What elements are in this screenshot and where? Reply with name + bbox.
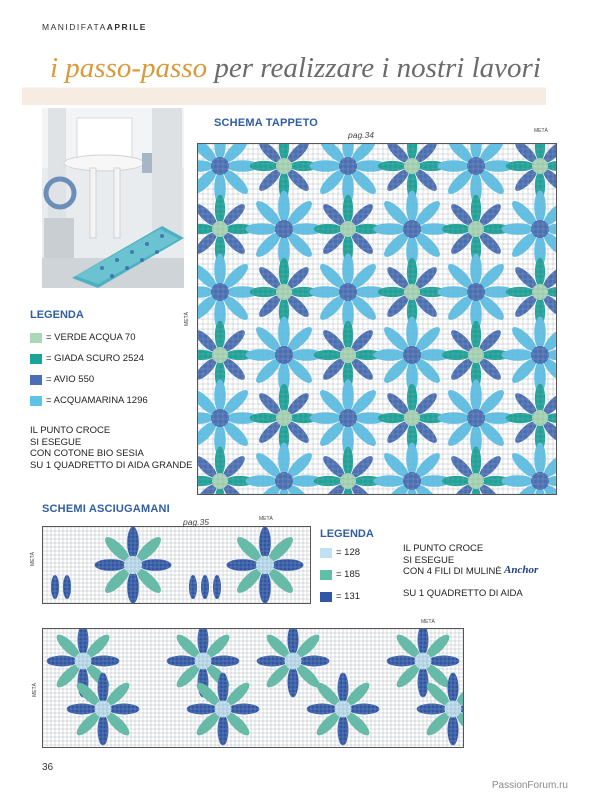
rug-swatch [30, 333, 42, 343]
towel-legend-item: = 131 [320, 591, 360, 602]
towels-legend-title: LEGENDA [320, 528, 374, 540]
page-title [50, 52, 541, 85]
rug-center-label: METÀ [534, 128, 548, 134]
rug-legend-item: = ACQUAMARINA 1296 [30, 395, 148, 406]
rug-swatch [30, 396, 42, 406]
rug-swatch [30, 354, 42, 364]
towel2-side-label: METÀ [32, 683, 38, 697]
rug-flower [197, 379, 259, 456]
towel-instructions: IL PUNTO CROCE SI ESEGUE CON 4 FILI DI MULINÈ [403, 543, 502, 577]
towel-instructions-last: SU 1 QUADRETTO DI AIDA [403, 588, 523, 599]
rug-flower [245, 442, 322, 495]
rug-instructions: IL PUNTO CROCE SI ESEGUE CON COTONE BIO SESIA SU 1 QUADRETTO DI AIDA GRANDE [30, 425, 193, 471]
towels-page-ref: pag.35 [183, 517, 209, 527]
rug-legend-item: = AVIO 550 [30, 374, 94, 385]
towel-chart-2 [42, 628, 464, 748]
rug-flower [245, 316, 322, 393]
towels-heading: SCHEMI ASCIUGAMANI [42, 503, 170, 515]
rug-legend-item: = GIADA SCURO 2524 [30, 353, 144, 364]
masthead-brand: MANIDIFATA [42, 22, 107, 32]
rug-flower [373, 442, 450, 495]
title-rest: per realizzare i nostri lavori [207, 52, 541, 84]
page-number: 36 [42, 762, 54, 773]
rug-flower [373, 316, 450, 393]
rug-flower [501, 442, 557, 495]
towel-legend-item: = 128 [320, 547, 360, 558]
towel2-center-label: METÀ [421, 619, 435, 625]
masthead-section: APRILE [106, 22, 147, 32]
watermark: PassionForum.ru [491, 780, 568, 791]
rug-heading: SCHEMA TAPPETO [214, 117, 319, 129]
rug-legend-item: = VERDE ACQUA 70 [30, 332, 136, 343]
rug-chart [197, 143, 557, 495]
towel1-center-label: METÀ [259, 516, 273, 522]
towel-legend-item: = 185 [320, 569, 360, 580]
towel1-flower [226, 526, 303, 603]
rug-flower [197, 143, 259, 205]
rug-flower [506, 258, 557, 326]
rug-swatch [30, 375, 42, 385]
masthead [42, 22, 147, 32]
rug-legend-title: LEGENDA [30, 309, 84, 321]
rug-side-center-label: METÀ [184, 312, 190, 326]
rug-page-ref: pag.34 [348, 130, 374, 140]
bathroom-photo [42, 108, 184, 288]
towel-chart-1 [42, 526, 311, 604]
title-accent: i passo-passo [50, 52, 208, 84]
towel1-flower [94, 526, 171, 603]
rug-flower [501, 316, 557, 393]
rug-flower [506, 143, 557, 200]
anchor-logo: Anchor [504, 564, 539, 576]
towel1-side-label: METÀ [30, 552, 36, 566]
